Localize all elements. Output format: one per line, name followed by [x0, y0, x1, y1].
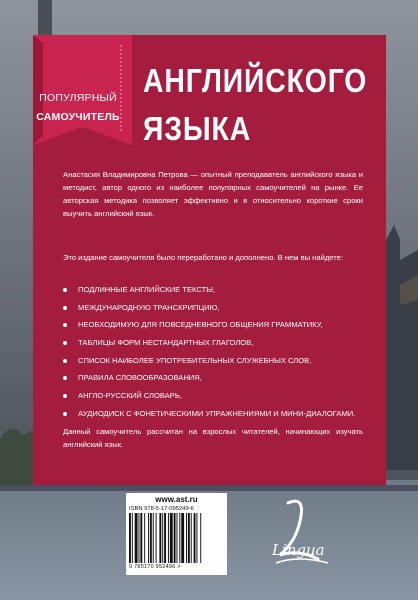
list-item: АУДИОДИСК С ФОНЕТИЧЕСКИМИ УПРАЖНЕНИЯМИ И МИНИ-ДИАЛОГАМИ.	[63, 407, 355, 425]
bullet-icon	[63, 394, 67, 398]
lingua-logo-icon	[258, 493, 358, 573]
list-item: СПИСОК НАИБОЛЕЕ УПОТРЕБИТЕЛЬНЫХ СЛУЖЕБНЫХ СЛОВ,	[63, 354, 355, 372]
bullet-icon	[63, 412, 67, 416]
bullet-icon	[63, 323, 67, 327]
barcode-digits: 9 785170 952496 >	[129, 564, 181, 570]
list-item: АНГЛО-РУССКИЙ СЛОВАРЬ,	[63, 389, 355, 407]
list-item: МЕЖДУНАРОДНУЮ ТРАНСКРИПЦИЮ,	[63, 301, 355, 319]
author-paragraph: Анастасия Владимировна Петрова — опытный преподаватель английского языка и методист, автор одного из наиболее популярных самоучителей на рынке. Ее авторская методика позволяет эффективно и в относительно короткие сроки выучить английский язык.	[63, 170, 363, 218]
edition-paragraph: Это издание самоучителя было переработано и дополнено. В нем вы найдете:	[63, 253, 343, 262]
barcode-icon	[129, 513, 224, 563]
feature-list	[63, 283, 355, 425]
list-item: ТАБЛИЦЫ ФОРМ НЕСТАНДАРТНЫХ ГЛАГОЛОВ,	[63, 336, 355, 354]
bullet-icon	[63, 359, 67, 363]
title-line2: ЯЗЫКА	[143, 110, 252, 147]
bullet-icon	[63, 376, 67, 380]
publisher-url: www.ast.ru	[155, 495, 198, 504]
title-line1: АНГЛИЙСКОГО	[143, 62, 368, 99]
ribbon-line2: САМОУЧИТЕЛЬ	[36, 111, 120, 123]
lingua-logo-text: Lingua	[272, 541, 325, 559]
list-item: ПОДЛИННЫЕ АНГЛИЙСКИЕ ТЕКСТЫ,	[63, 283, 355, 301]
bullet-icon	[63, 306, 67, 310]
isbn-text: ISBN 978-5-17-095249-6	[129, 506, 194, 512]
bullet-icon	[63, 288, 67, 292]
ribbon-line1: ПОПУЛЯРНЫЙ	[39, 92, 117, 104]
barcode-label	[126, 493, 227, 575]
list-item: ПРАВИЛА СЛОВООБРАЗОВАНИЯ,	[63, 371, 355, 389]
bullet-icon	[63, 341, 67, 345]
list-item: НЕОБХОДИМУЮ ДЛЯ ПОВСЕДНЕВНОГО ОБЩЕНИЯ ГРАММАТИКУ,	[63, 318, 355, 336]
audience-paragraph: Данный самоучитель рассчитан на взрослых читателей, начинающих изучать английский язык.	[63, 427, 363, 449]
